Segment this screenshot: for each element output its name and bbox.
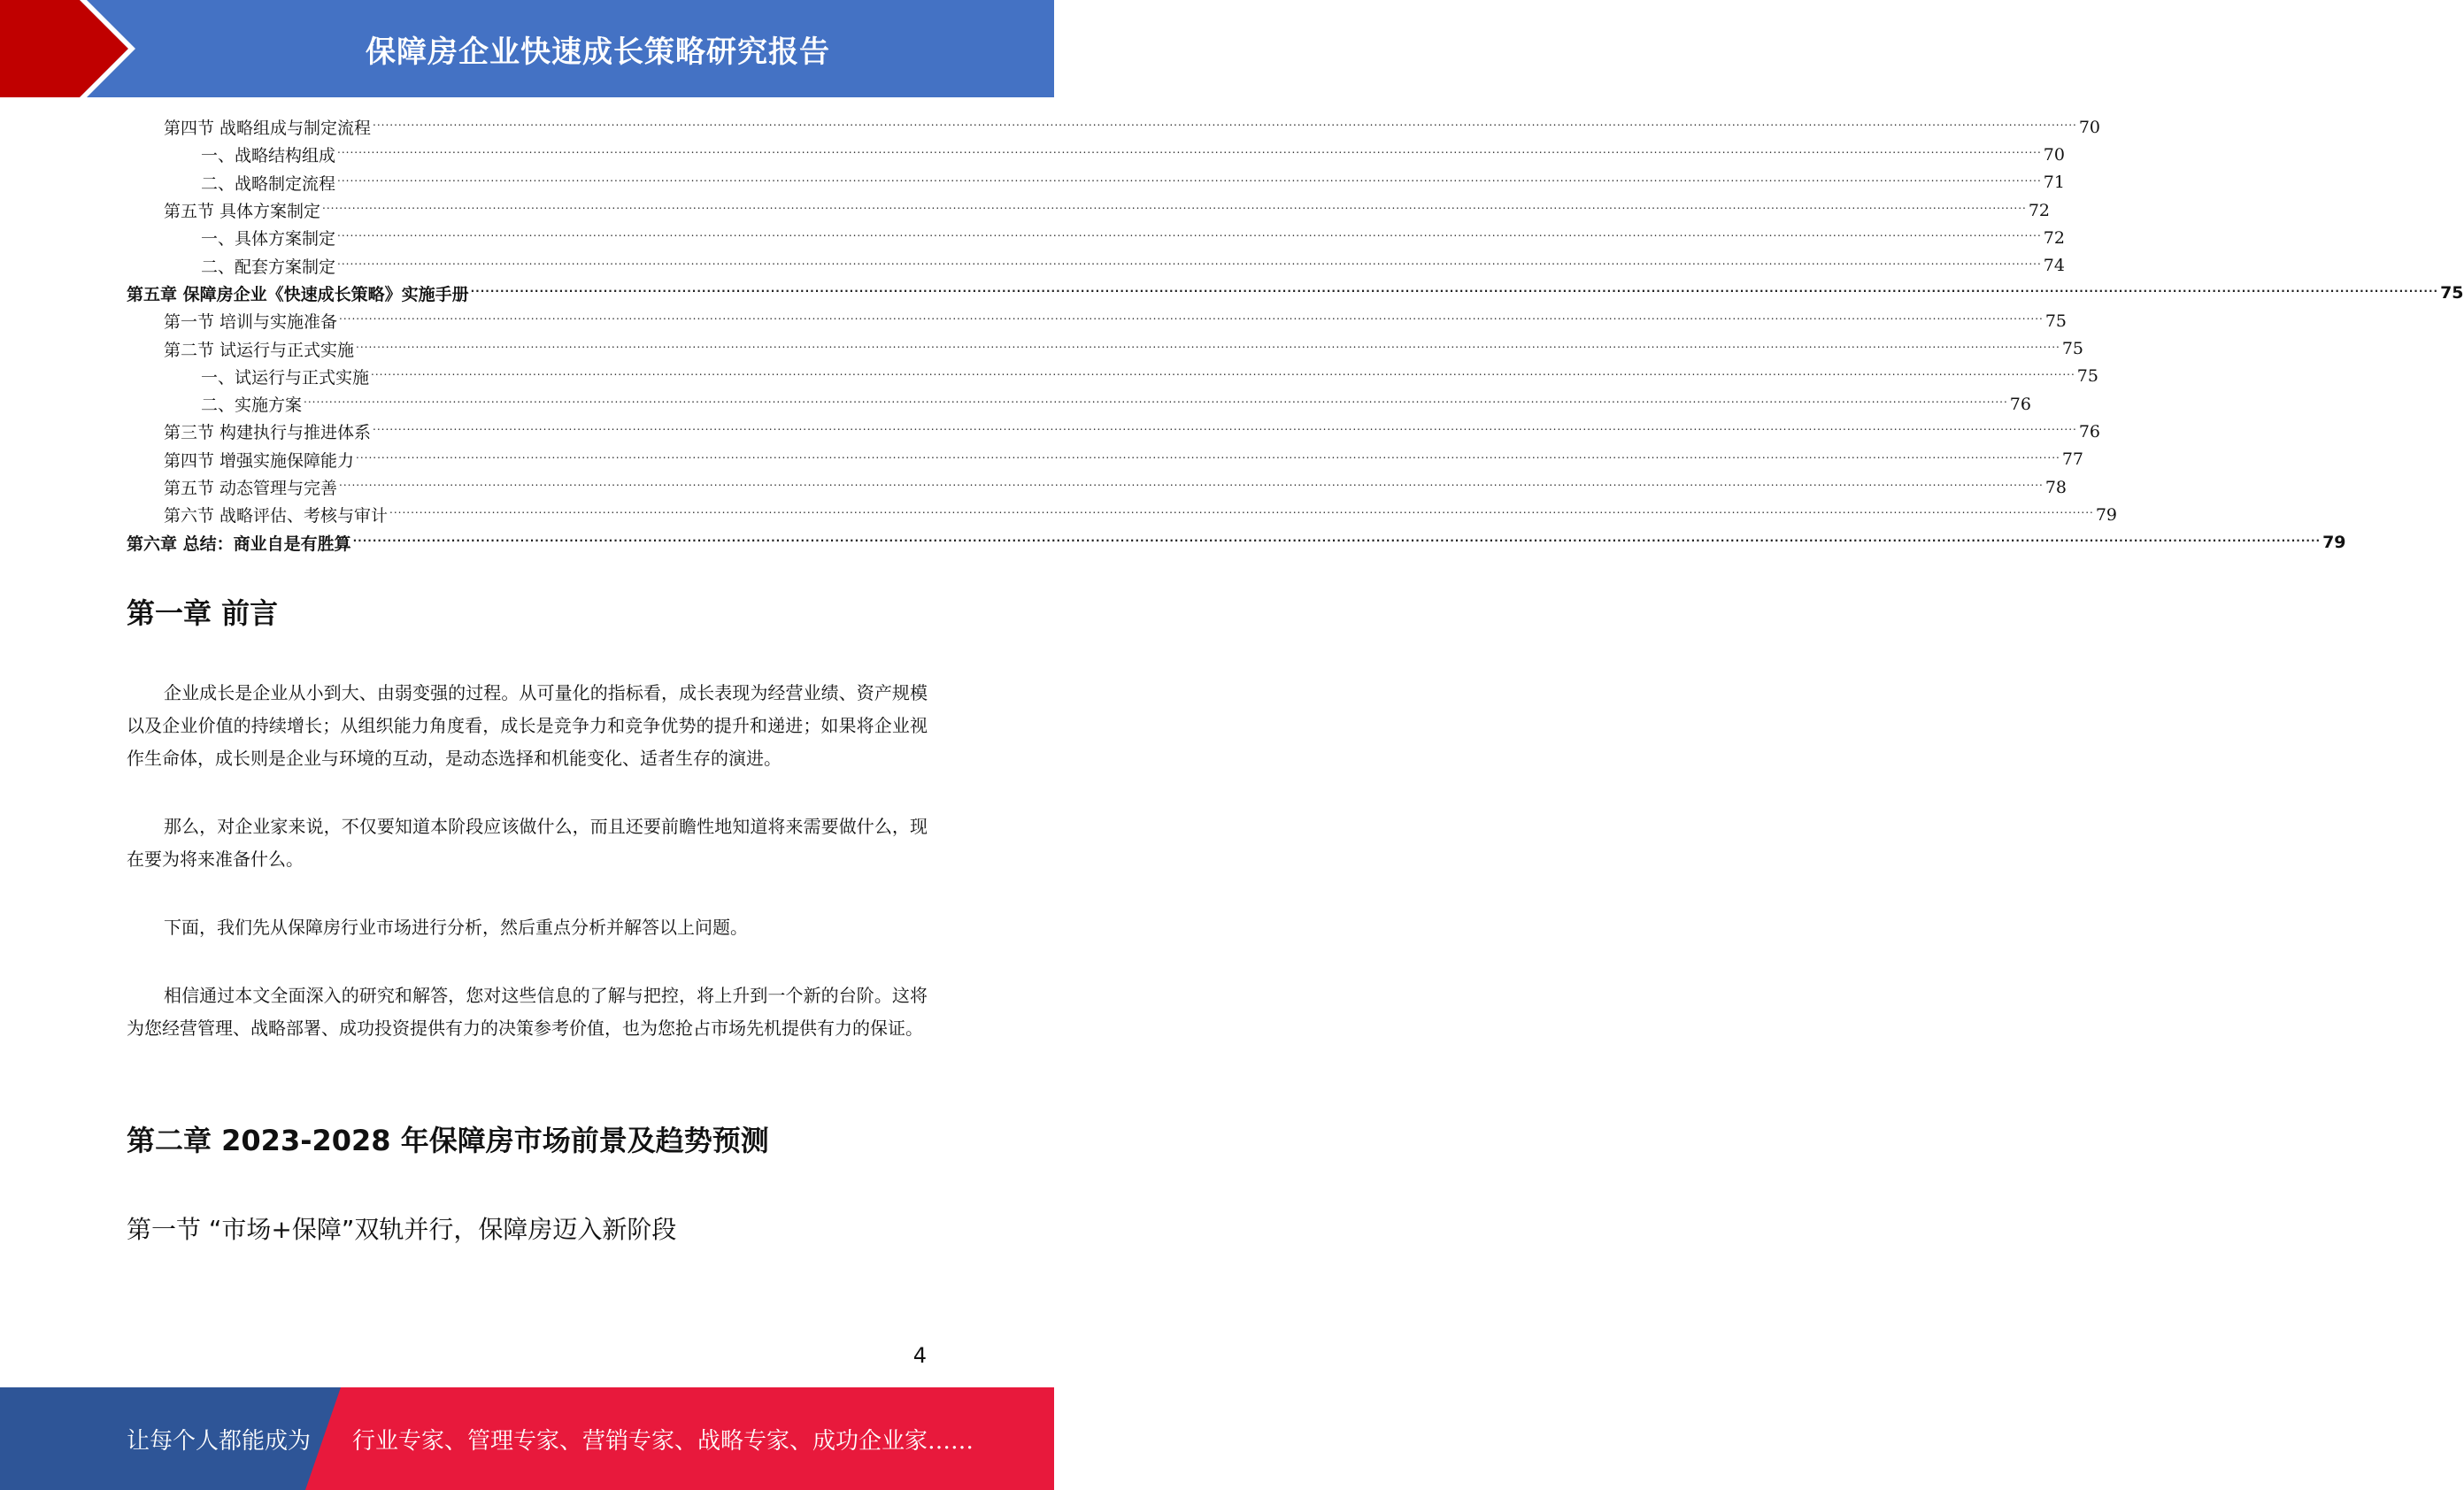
chapter-heading: 第二章 2023-2028 年保障房市场前景及趋势预测: [127, 1124, 769, 1157]
toc-entry-page: 72: [2043, 227, 2065, 248]
report-title: 保障房企业快速成长策略研究报告: [366, 34, 830, 70]
table-of-contents: [127, 113, 2464, 557]
toc-entry-page: 71: [2043, 173, 2065, 193]
paragraph: 企业成长是企业从小到大、由弱变强的过程。从可量化的指标看，成长表现为经营业绩、资产规模以及企业价值的持续增长；从组织能力角度看，成长是竞争力和竞争优势的提升和递进；如果将企业视作生命体，成长则是企业与环境的互动，是动态选择和机能变化、适者生存的演进。: [127, 682, 928, 769]
toc-entry-page: 75: [2061, 339, 2084, 359]
toc-entry[interactable]: [127, 251, 2065, 279]
toc-leader-dots: ................................................................................................................................................................................................................................................................................................................................................................................................................: [337, 227, 2042, 240]
toc-entry[interactable]: [127, 169, 2065, 196]
toc-entry-page: 70: [2078, 117, 2101, 137]
toc-entry[interactable]: [127, 418, 2101, 445]
toc-entry[interactable]: [127, 280, 2464, 307]
toc-entry-label: 第五节 具体方案制定: [164, 198, 322, 222]
toc-leader-dots: ................................................................................................................................................................................................................................................................................................................................................................................................................: [470, 281, 2439, 295]
toc-entry-label: 一、具体方案制定: [201, 226, 337, 250]
toc-leader-dots: ................................................................................................................................................................................................................................................................................................................................................................................................................: [389, 503, 2094, 517]
toc-leader-dots: ................................................................................................................................................................................................................................................................................................................................................................................................................: [339, 476, 2044, 489]
footer-banner: [0, 1387, 1054, 1490]
toc-entry-label: 第六章 总结：商业自是有胜算: [127, 531, 353, 555]
toc-entry[interactable]: [127, 224, 2065, 251]
toc-entry-page: 70: [2043, 144, 2065, 165]
toc-entry[interactable]: [127, 363, 2098, 390]
toc-entry-label: 第五章 保障房企业《快速成长策略》实施手册: [127, 281, 471, 305]
toc-entry-page: 72: [2028, 200, 2051, 220]
toc-entry[interactable]: [127, 196, 2051, 224]
toc-entry-page: 79: [2095, 504, 2118, 525]
toc-entry-label: 二、实施方案: [201, 392, 304, 416]
toc-leader-dots: ................................................................................................................................................................................................................................................................................................................................................................................................................: [371, 365, 2075, 378]
toc-leader-dots: ................................................................................................................................................................................................................................................................................................................................................................................................................: [337, 171, 2042, 184]
toc-entry[interactable]: [127, 501, 2118, 528]
toc-entry-label: 二、战略制定流程: [201, 171, 337, 195]
toc-entry-page: 75: [2076, 366, 2098, 387]
toc-entry-page: 74: [2043, 256, 2065, 276]
toc-entry[interactable]: [127, 446, 2084, 473]
footer-slogan-left: 让每个人都能成为: [127, 1427, 312, 1455]
toc-entry-page: 75: [2044, 311, 2067, 331]
toc-leader-dots: ................................................................................................................................................................................................................................................................................................................................................................................................................: [339, 310, 2044, 323]
toc-leader-dots: ................................................................................................................................................................................................................................................................................................................................................................................................................: [322, 199, 2027, 212]
toc-entry[interactable]: [127, 390, 2031, 418]
toc-entry-page: 79: [2322, 533, 2346, 553]
toc-entry[interactable]: [127, 528, 2346, 556]
toc-entry-label: 第四节 增强实施保障能力: [164, 448, 356, 472]
toc-entry-label: 第一节 培训与实施准备: [164, 309, 339, 333]
toc-entry-page: 77: [2061, 449, 2084, 470]
header-banner: [0, 0, 1054, 97]
toc-leader-dots: ................................................................................................................................................................................................................................................................................................................................................................................................................: [337, 143, 2042, 157]
toc-entry-label: 一、战略结构组成: [201, 142, 337, 166]
toc-entry-label: 第六节 战略评估、考核与审计: [164, 503, 389, 526]
footer-slogan-right: 行业专家、管理专家、营销专家、战略专家、成功企业家……: [352, 1427, 974, 1455]
toc-entry-label: 一、试运行与正式实施: [201, 365, 371, 388]
toc-entry[interactable]: [127, 307, 2067, 334]
toc-entry-page: 76: [2078, 421, 2101, 442]
toc-leader-dots: ................................................................................................................................................................................................................................................................................................................................................................................................................: [352, 531, 2322, 544]
toc-entry-page: 76: [2009, 394, 2031, 414]
chapter-heading: 第一章 前言: [127, 596, 279, 630]
toc-entry[interactable]: [127, 113, 2101, 141]
toc-leader-dots: ................................................................................................................................................................................................................................................................................................................................................................................................................: [337, 254, 2042, 267]
page-number: 4: [912, 1343, 927, 1368]
toc-leader-dots: ................................................................................................................................................................................................................................................................................................................................................................................................................: [373, 420, 2077, 434]
toc-entry[interactable]: [127, 141, 2065, 168]
toc-leader-dots: ................................................................................................................................................................................................................................................................................................................................................................................................................: [356, 448, 2060, 461]
header-arrow-decoration: [0, 0, 142, 97]
toc-entry-page: 78: [2044, 477, 2067, 497]
toc-leader-dots: ................................................................................................................................................................................................................................................................................................................................................................................................................: [356, 337, 2060, 350]
toc-entry-label: 二、配套方案制定: [201, 254, 337, 278]
paragraph: 下面，我们先从保障房行业市场进行分析，然后重点分析并解答以上问题。: [164, 917, 748, 938]
toc-entry-label: 第二节 试运行与正式实施: [164, 337, 356, 361]
paragraph: 那么，对企业家来说，不仅要知道本阶段应该做什么，而且还要前瞻性地知道将来需要做什么，现在要为将来准备什么。: [127, 816, 928, 870]
paragraph: 相信通过本文全面深入的研究和解答，您对这些信息的了解与把控，将上升到一个新的台阶。这将为您经营管理、战略部署、成功投资提供有力的决策参考价值，也为您抢占市场先机提供有力的保证。: [127, 985, 928, 1039]
toc-entry-label: 第三节 构建执行与推进体系: [164, 419, 373, 443]
toc-entry[interactable]: [127, 473, 2067, 501]
toc-entry[interactable]: [127, 334, 2084, 362]
section-heading: 第一节 “市场+保障”双轨并行，保障房迈入新阶段: [127, 1215, 677, 1244]
toc-entry-label: 第四节 战略组成与制定流程: [164, 115, 373, 139]
toc-entry-label: 第五节 动态管理与完善: [164, 475, 339, 499]
toc-leader-dots: ................................................................................................................................................................................................................................................................................................................................................................................................................: [304, 393, 2008, 406]
toc-leader-dots: ................................................................................................................................................................................................................................................................................................................................................................................................................: [373, 116, 2077, 129]
toc-entry-page: 75: [2440, 283, 2464, 303]
